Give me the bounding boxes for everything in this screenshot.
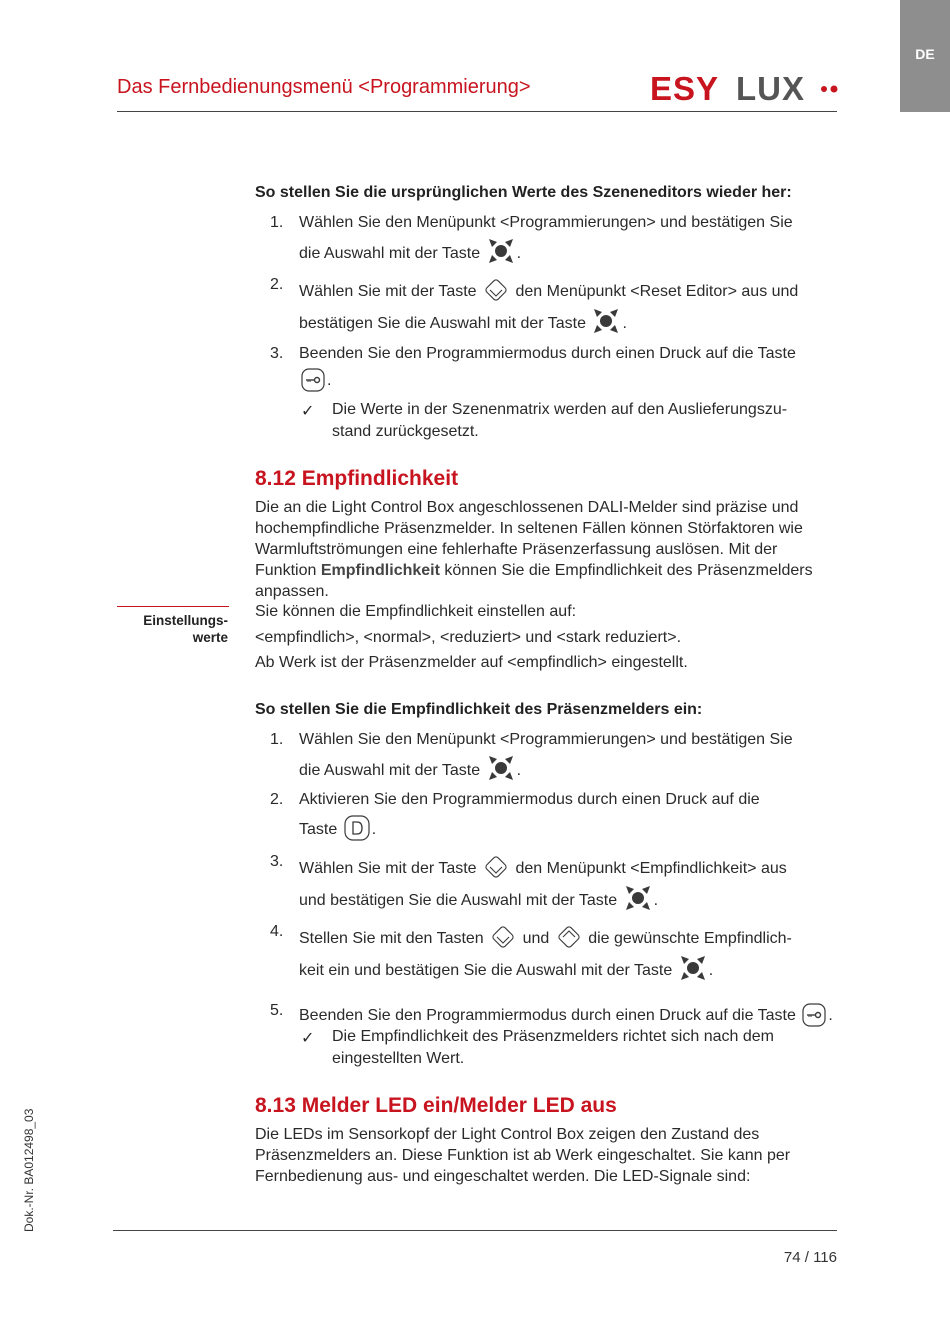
footer-divider <box>113 1230 837 1231</box>
section-812-intro <box>255 497 820 602</box>
language-tab <box>900 0 950 112</box>
step-punct: . <box>622 315 627 332</box>
header-divider <box>117 111 837 112</box>
ok-button-icon <box>623 883 653 913</box>
ok-button-icon <box>486 753 516 783</box>
document-number: Dok.-Nr. BA012498_03 <box>22 1108 36 1232</box>
d-button-icon <box>343 814 371 842</box>
ok-button-icon <box>591 306 621 336</box>
step-punct: . <box>828 1007 833 1024</box>
step-text: Beenden Sie den Programmiermodus durch einen Druck auf die Taste <box>299 345 796 362</box>
section-heading-812: 8.12 Empfindlichkeit <box>255 467 459 490</box>
result-text: eingestellten Wert. <box>332 1050 465 1067</box>
intro-text: können Sie die Empfindlichkeit des Präsenzmelders anpassen. <box>255 562 813 600</box>
step-punct: . <box>516 245 522 262</box>
margin-label-line: werte <box>192 630 228 645</box>
ok-button-icon <box>678 953 708 983</box>
section-813-intro: Die LEDs im Sensorkopf der Light Control Box zeigen den Zustand des Präsenzmelders an. Diese Funktion ist ab Werk eingeschaltet. Sie kann per Fernbedienung aus- und eingeschaltet werden. Die LED-Signale sind: <box>255 1126 791 1185</box>
step-text: die gewünschte Empfindlich- <box>588 930 792 947</box>
step-text: die Auswahl mit der Taste <box>299 762 481 779</box>
check-icon: ✓ <box>301 403 315 420</box>
down-arrow-button-icon <box>482 276 510 304</box>
result-text: Die Werte in der Szenenmatrix werden auf den Auslieferungszu- <box>332 401 788 418</box>
page-number: 74 / 116 <box>783 1249 837 1266</box>
intro-keyword: Empfindlichkeit <box>320 562 440 579</box>
howto-heading: So stellen Sie die Empfindlichkeit des Präsenzmelders ein: <box>255 701 703 718</box>
step-text: den Menüpunkt <Empfindlichkeit> aus <box>515 860 787 877</box>
language-label: DE <box>915 46 935 62</box>
step-punct: . <box>653 892 659 909</box>
step-punct: . <box>516 762 522 779</box>
step-number: 2. <box>270 276 284 293</box>
svg-text:ESY: ESY <box>650 72 720 104</box>
step-text: Wählen Sie den Menüpunkt <Programmierungen> und bestätigen Sie <box>299 731 793 748</box>
step-text: und bestätigen Sie die Auswahl mit der Taste <box>299 892 618 909</box>
step-text: Wählen Sie den Menüpunkt <Programmierungen> und bestätigen Sie <box>299 214 793 231</box>
step-number: 3. <box>270 345 284 362</box>
intro-text: Die an die Light Control Box angeschlossenen DALI-Melder sind präzise und hochempfindliche Präsenzmelder. In seltenen Fällen können Störfaktoren wie Warmluftströmungen eine fehlerhafte Präsenzerfassung auslösen. Mit der Funktion <box>255 499 803 579</box>
step-text: die Auswahl mit der Taste <box>299 245 481 262</box>
step-number: 4. <box>270 923 284 940</box>
step-punct: . <box>708 962 714 979</box>
step-text: Wählen Sie mit der Taste <box>299 860 477 877</box>
step-text: den Menüpunkt <Reset Editor> aus und <box>515 283 799 300</box>
section-heading-813: 8.13 Melder LED ein/Melder LED aus <box>255 1094 617 1117</box>
step-number: 3. <box>270 853 284 870</box>
settings-line: Ab Werk ist der Präsenzmelder auf <empfindlich> eingestellt. <box>255 654 688 671</box>
result-text: Die Empfindlichkeit des Präsenzmelders richtet sich nach dem <box>332 1028 774 1045</box>
ok-button-icon <box>486 236 516 266</box>
up-arrow-button-icon <box>555 923 583 951</box>
step-text: bestätigen Sie die Auswahl mit der Taste <box>299 315 586 332</box>
margin-divider <box>117 606 229 607</box>
page-title: Das Fernbedienungsmenü <Programmierung> <box>117 76 531 98</box>
step-number: 1. <box>270 731 284 748</box>
step-punct: . <box>371 821 377 838</box>
step-text: Wählen Sie mit der Taste <box>299 283 477 300</box>
key-button-icon <box>300 367 326 393</box>
step-text: Beenden Sie den Programmiermodus durch einen Druck auf die Taste <box>299 1007 796 1024</box>
key-button-icon <box>801 1002 827 1028</box>
settings-line: Sie können die Empfindlichkeit einstellen auf: <box>255 603 577 620</box>
svg-text:LUX: LUX <box>736 72 805 104</box>
result-text: stand zurückgesetzt. <box>332 423 479 440</box>
step-number: 2. <box>270 791 284 808</box>
step-number: 5. <box>270 1002 284 1019</box>
reset-heading: So stellen Sie die ursprünglichen Werte des Szeneneditors wieder her: <box>255 184 792 201</box>
step-number: 1. <box>270 214 284 231</box>
step-text: Stellen Sie mit den Tasten <box>299 930 484 947</box>
step-punct: . <box>327 372 332 389</box>
margin-label-line: Einstellungs- <box>143 613 228 628</box>
esylux-logo <box>650 72 840 104</box>
down-arrow-button-icon <box>489 923 517 951</box>
down-arrow-button-icon <box>482 853 510 881</box>
check-icon: ✓ <box>301 1030 315 1047</box>
step-text: keit ein und bestätigen Sie die Auswahl mit der Taste <box>299 962 673 979</box>
settings-line: <empfindlich>, <normal>, <reduziert> und <stark reduziert>. <box>255 629 682 646</box>
step-text: Taste <box>299 821 338 838</box>
step-text: und <box>522 930 550 947</box>
step-text: Aktivieren Sie den Programmiermodus durch einen Druck auf die <box>299 791 760 808</box>
margin-label <box>117 612 228 646</box>
